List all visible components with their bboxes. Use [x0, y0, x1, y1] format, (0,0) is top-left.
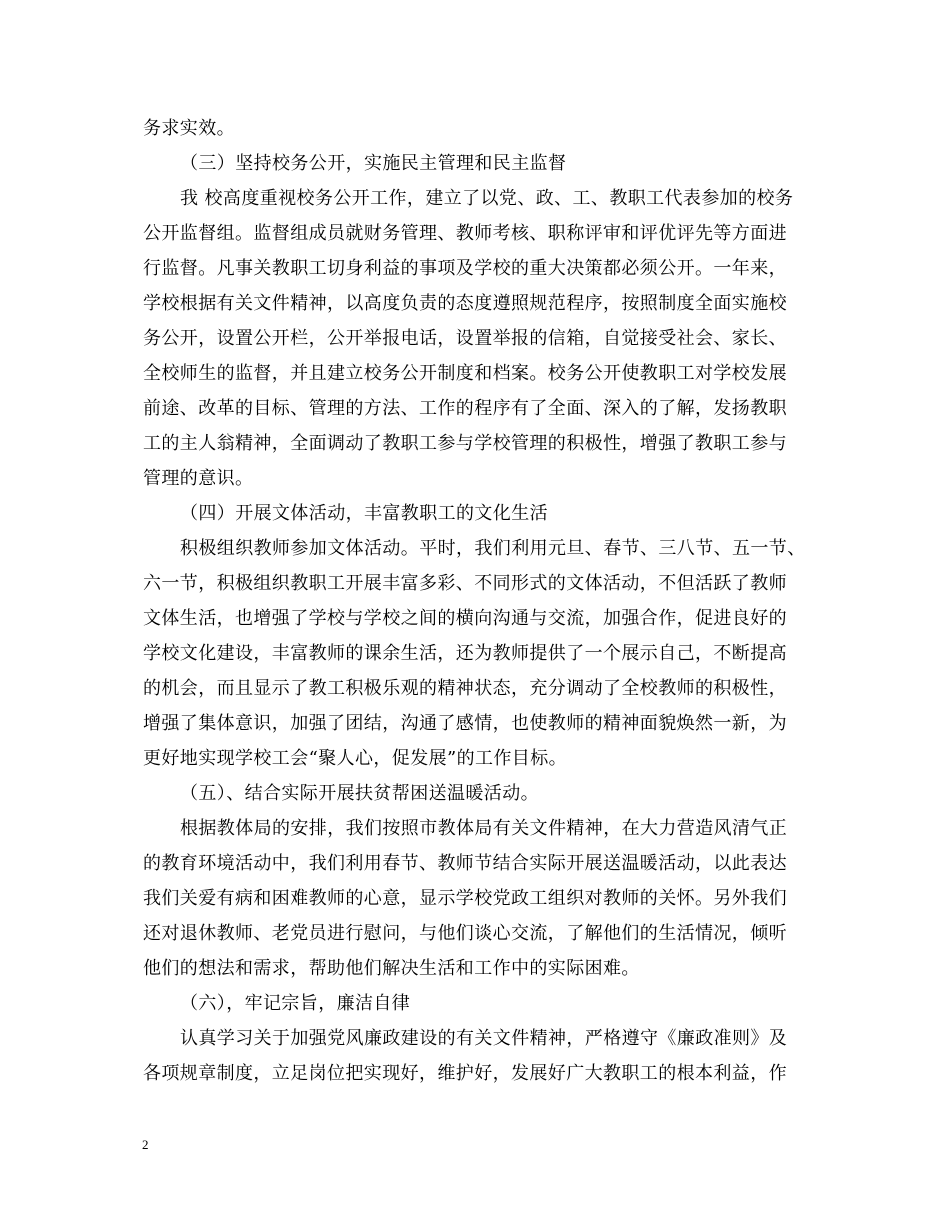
- text-line: 我们关爱有病和困难教师的心意，显示学校党政工组织对教师的关怀。另外我们: [143, 888, 787, 909]
- text-line: 认真学习关于加强党风廉政建设的有关文件精神，严格遵守《廉政准则》及: [180, 1028, 788, 1049]
- text-line: 增强了集体意识，加强了团结，沟通了感情，也使教师的精神面貌焕然一新，为: [143, 713, 787, 734]
- text-line: 他们的想法和需求，帮助他们解决生活和工作中的实际困难。: [143, 958, 640, 979]
- text-line: 各项规章制度，立足岗位把实现好，维护好，发展好广大教职工的根本利益，作: [143, 1063, 787, 1084]
- text-line: 行监督。凡事关教职工切身利益的事项及学校的重大决策都必须公开。一年来，: [143, 258, 787, 279]
- text-line: 学校根据有关文件精神，以高度负责的态度遵照规范程序，按照制度全面实施校: [143, 293, 787, 314]
- section-heading: （四）开展文体活动，丰富教职工的文化生活: [180, 503, 548, 524]
- text-line: 全校师生的监督，并且建立校务公开制度和档案。校务公开使教职工对学校发展: [143, 363, 787, 384]
- text-line: 更好地实现学校工会“聚人心，促发展”的工作目标。: [143, 748, 568, 769]
- text-line: 我 校高度重视校务公开工作，建立了以党、政、工、教职工代表参加的校务: [180, 188, 794, 209]
- text-line: 还对退休教师、老党员进行慰问，与他们谈心交流，了解他们的生活情况，倾听: [143, 923, 787, 944]
- text-line: 的教育环境活动中，我们利用春节、教师节结合实际开展送温暖活动，以此表达: [143, 853, 787, 874]
- text-line: 学校文化建设，丰富教师的课余生活，还为教师提供了一个展示自己，不断提高: [143, 643, 787, 664]
- text-line: 六一节，积极组织教职工开展丰富多彩、不同形式的文体活动，不但活跃了教师: [143, 573, 787, 594]
- text-line: 根据教体局的安排，我们按照市教体局有关文件精神，在大力营造风清气正: [180, 818, 788, 839]
- text-line: 文体生活，也增强了学校与学校之间的横向沟通与交流，加强合作，促进良好的: [143, 608, 787, 629]
- section-heading: （三）坚持校务公开，实施民主管理和民主监督: [180, 153, 567, 174]
- text-line: 前途、改革的目标、管理的方法、工作的程序有了全面、深入的了解，发扬教职: [143, 398, 787, 419]
- text-line: 务求实效。: [143, 118, 235, 139]
- text-line: 务公开，设置公开栏，公开举报电话，设置举报的信箱，自觉接受社会、家长、: [143, 328, 787, 349]
- section-heading: （六），牢记宗旨，廉洁自律: [180, 993, 411, 1014]
- text-line: 的机会，而且显示了教工积极乐观的精神状态，充分调动了全校教师的积极性，: [143, 678, 787, 699]
- section-heading: （五）、结合实际开展扶贫帮困送温暖活动。: [180, 783, 539, 804]
- text-line: 公开监督组。监督组成员就财务管理、教师考核、职称评审和评优评先等方面进: [143, 223, 787, 244]
- text-line: 积极组织教师参加文体活动。平时，我们利用元旦、春节、三八节、五一节、: [180, 538, 806, 559]
- text-line: 工的主人翁精神，全面调动了教职工参与学校管理的积极性，增强了教职工参与: [143, 433, 787, 454]
- page-number: 2: [142, 1137, 149, 1152]
- text-line: 管理的意识。: [143, 468, 254, 489]
